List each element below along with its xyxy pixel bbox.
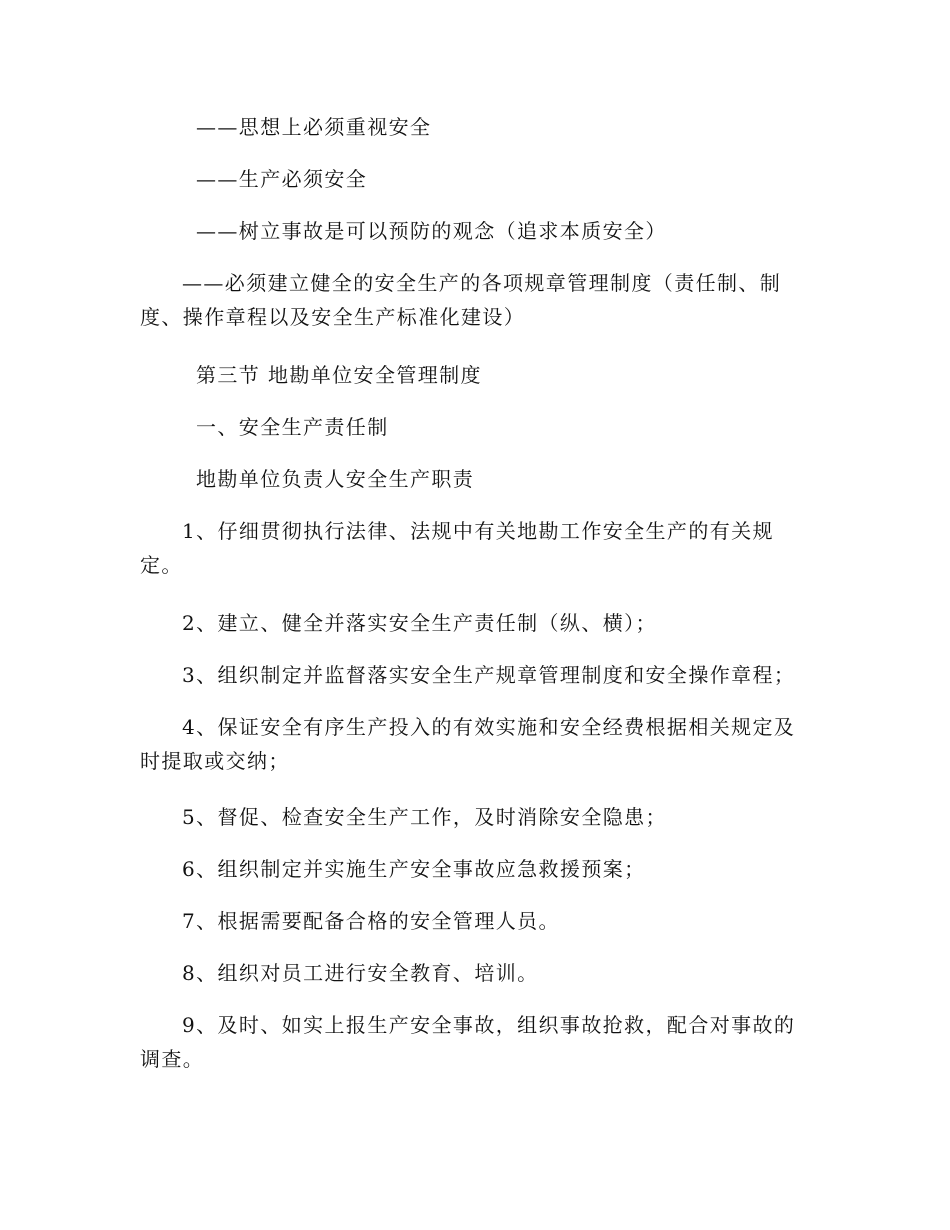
- principle-line-3: ——树立事故是可以预防的观念（追求本质安全）: [196, 219, 667, 243]
- principle-line-1: ——思想上必须重视安全: [196, 115, 432, 139]
- principle-line-4: ——必须建立健全的安全生产的各项规章管理制度（责任制、制度、操作章程以及安全生产标准化建设）: [140, 271, 782, 329]
- subsection-heading: 一、安全生产责任制: [196, 415, 389, 439]
- duty-item-5: 5、督促、检查安全生产工作，及时消除安全隐患；: [182, 805, 667, 829]
- duties-heading: 地勘单位负责人安全生产职责: [196, 467, 475, 491]
- duty-item-6: 6、组织制定并实施生产安全事故应急救援预案；: [182, 857, 646, 881]
- duty-item-3: 3、组织制定并监督落实安全生产规章管理制度和安全操作章程；: [182, 663, 796, 687]
- duty-item-2: 2、建立、健全并落实安全生产责任制（纵、横）；: [182, 611, 657, 635]
- duty-item-1: 1、仔细贯彻执行法律、法规中有关地勘工作安全生产的有关规定。: [140, 519, 774, 577]
- duty-item-7: 7、根据需要配备合格的安全管理人员。: [182, 909, 560, 933]
- duty-item-4: 4、保证安全有序生产投入的有效实施和安全经费根据相关规定及时提取或交纳；: [140, 715, 796, 773]
- principle-line-2: ——生产必须安全: [196, 167, 368, 191]
- section-heading: 第三节 地勘单位安全管理制度: [196, 363, 482, 387]
- duty-item-9: 9、及时、如实上报生产安全事故，组织事故抢救，配合对事故的调查。: [140, 1013, 796, 1071]
- duty-item-8: 8、组织对员工进行安全教育、培训。: [182, 961, 539, 985]
